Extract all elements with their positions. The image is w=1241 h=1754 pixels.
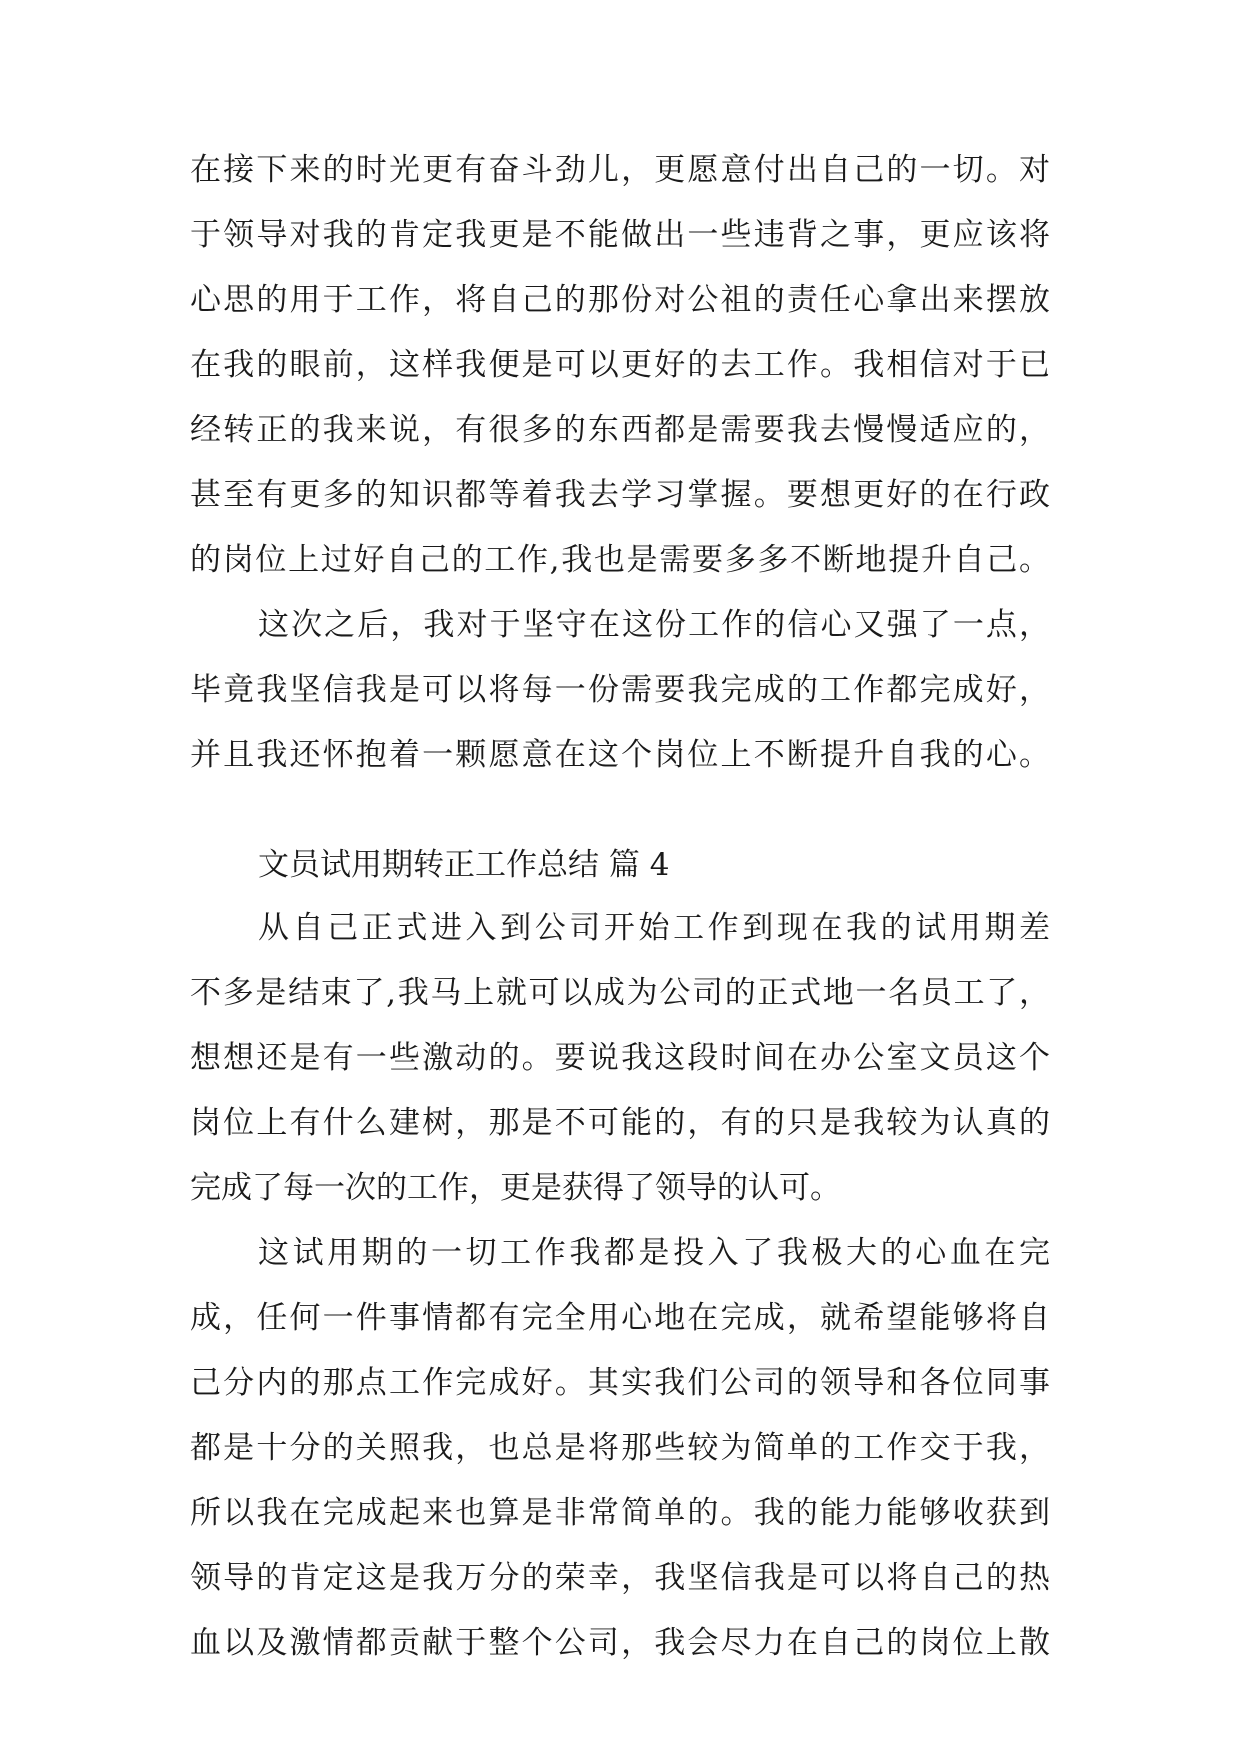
paragraph-3-line-3: 想想还是有一些激动的。要说我这段时间在办公室文员这个: [190, 1040, 1050, 1076]
paragraph-4-line-4: 都是十分的关照我，也总是将那些较为简单的工作交于我，: [190, 1430, 1050, 1466]
paragraph-4-line-5: 所以我在完成起来也算是非常简单的。我的能力能够收获到: [190, 1495, 1050, 1531]
paragraph-2-line-3: 并且我还怀抱着一颗愿意在这个岗位上不断提升自我的心。: [190, 737, 1050, 773]
paragraph-3-line-5: 完成了每一次的工作，更是获得了领导的认可。: [190, 1170, 841, 1206]
paragraph-4-line-7: 血以及激情都贡献于整个公司，我会尽力在自己的岗位上散: [190, 1625, 1050, 1661]
paragraph-3-line-1: 从自己正式进入到公司开始工作到现在我的试用期差: [258, 910, 1050, 946]
paragraph-1-line-1: 在接下来的时光更有奋斗劲儿，更愿意付出自己的一切。对: [190, 152, 1050, 188]
paragraph-3-line-2: 不多是结束了,我马上就可以成为公司的正式地一名员工了，: [190, 975, 1050, 1011]
section-heading: 文员试用期转正工作总结 篇 4: [258, 847, 670, 883]
paragraph-1-line-2: 于领导对我的肯定我更是不能做出一些违背之事，更应该将: [190, 217, 1050, 253]
paragraph-1-line-4: 在我的眼前，这样我便是可以更好的去工作。我相信对于已: [190, 347, 1050, 383]
paragraph-3-line-4: 岗位上有什么建树，那是不可能的，有的只是我较为认真的: [190, 1105, 1050, 1141]
paragraph-4-line-6: 领导的肯定这是我万分的荣幸，我坚信我是可以将自己的热: [190, 1560, 1050, 1596]
paragraph-1-line-3: 心思的用于工作，将自己的那份对公祖的责任心拿出来摆放: [190, 282, 1050, 318]
paragraph-4-line-2: 成，任何一件事情都有完全用心地在完成，就希望能够将自: [190, 1300, 1050, 1336]
paragraph-4-line-1: 这试用期的一切工作我都是投入了我极大的心血在完: [258, 1235, 1050, 1271]
paragraph-2-line-2: 毕竟我坚信我是可以将每一份需要我完成的工作都完成好，: [190, 672, 1050, 708]
paragraph-2-line-1: 这次之后，我对于坚守在这份工作的信心又强了一点，: [258, 607, 1050, 643]
paragraph-1-line-7: 的岗位上过好自己的工作,我也是需要多多不断地提升自己。: [190, 542, 1050, 578]
paragraph-4-line-3: 己分内的那点工作完成好。其实我们公司的领导和各位同事: [190, 1365, 1050, 1401]
paragraph-1-line-5: 经转正的我来说，有很多的东西都是需要我去慢慢适应的，: [190, 412, 1050, 448]
paragraph-1-line-6: 甚至有更多的知识都等着我去学习掌握。要想更好的在行政: [190, 477, 1050, 513]
